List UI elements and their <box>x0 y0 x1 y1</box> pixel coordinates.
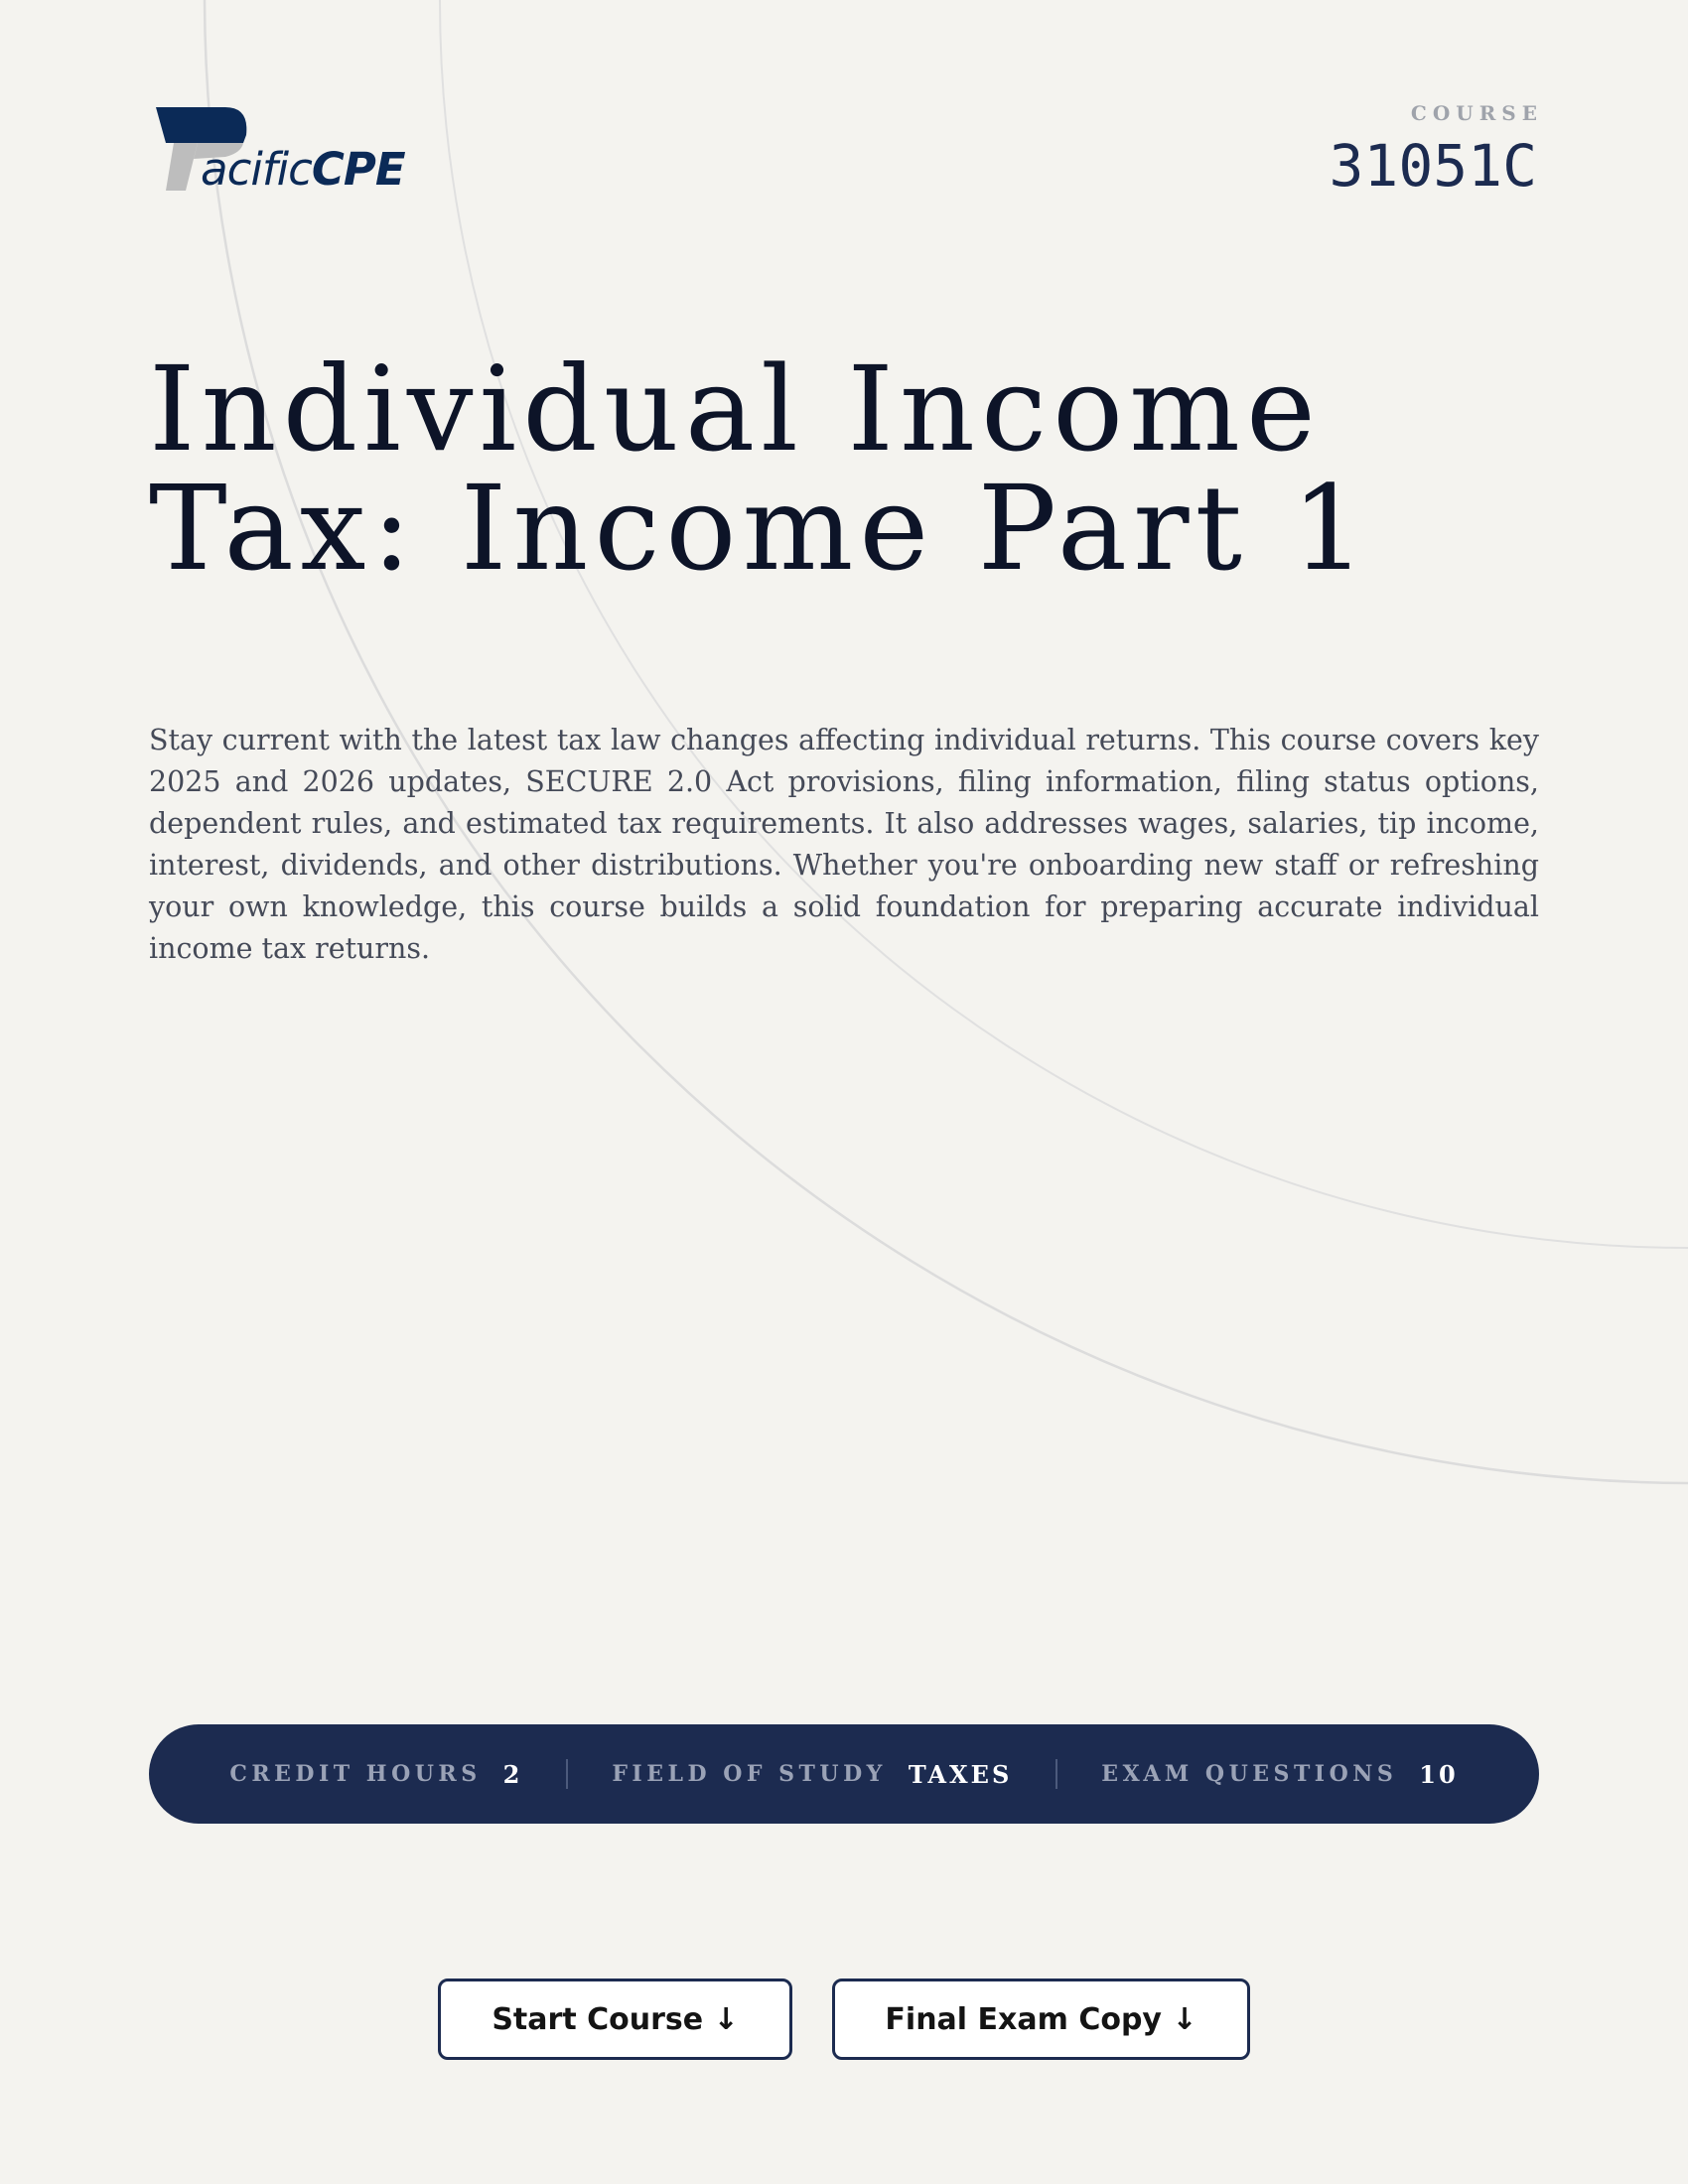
title-line-1: Individual Income <box>149 341 1322 478</box>
stat-field-of-study <box>612 1760 1012 1789</box>
stat-exam-questions <box>1101 1760 1458 1789</box>
course-code: 31051C <box>1329 132 1537 200</box>
stat-value: TAXES <box>908 1759 1013 1789</box>
stat-value: 2 <box>502 1759 523 1789</box>
stat-divider <box>1055 1759 1057 1789</box>
title-line-2: Tax: Income Part 1 <box>149 460 1372 597</box>
start-course-button[interactable]: Start Course ↓ <box>438 1979 792 2060</box>
final-exam-copy-button[interactable]: Final Exam Copy ↓ <box>832 1979 1250 2060</box>
course-stats-bar <box>149 1724 1539 1824</box>
logo-word-bold: CPE <box>311 143 405 196</box>
stat-label: FIELD OF STUDY <box>612 1761 887 1787</box>
stat-label: EXAM QUESTIONS <box>1101 1761 1398 1787</box>
course-description: Stay current with the latest tax law changes affecting individual returns. This course covers key 2025 and 2026 updates, SECURE 2.0 Act provisions, filing information, filing status options, dependent rules, and estimated tax requirements. It also addresses wages, salaries, tip income, interest, dividends, and other distributions. Whether you're onboarding new staff or refreshing your own knowledge, this course builds a solid foundation for preparing accurate individual income tax returns. <box>149 724 1539 965</box>
course-label: COURSE <box>1410 101 1543 125</box>
stat-value: 10 <box>1419 1759 1459 1789</box>
action-buttons <box>0 1979 1688 2060</box>
stat-label: CREDIT HOURS <box>229 1761 482 1787</box>
page-title <box>149 341 1440 597</box>
course-id-block <box>1329 101 1543 200</box>
pacific-cpe-logo <box>156 105 404 197</box>
logo-word-light: acific <box>201 143 312 196</box>
stat-divider <box>566 1759 568 1789</box>
logo-wordmark <box>201 143 405 196</box>
stat-credit-hours <box>229 1760 522 1789</box>
